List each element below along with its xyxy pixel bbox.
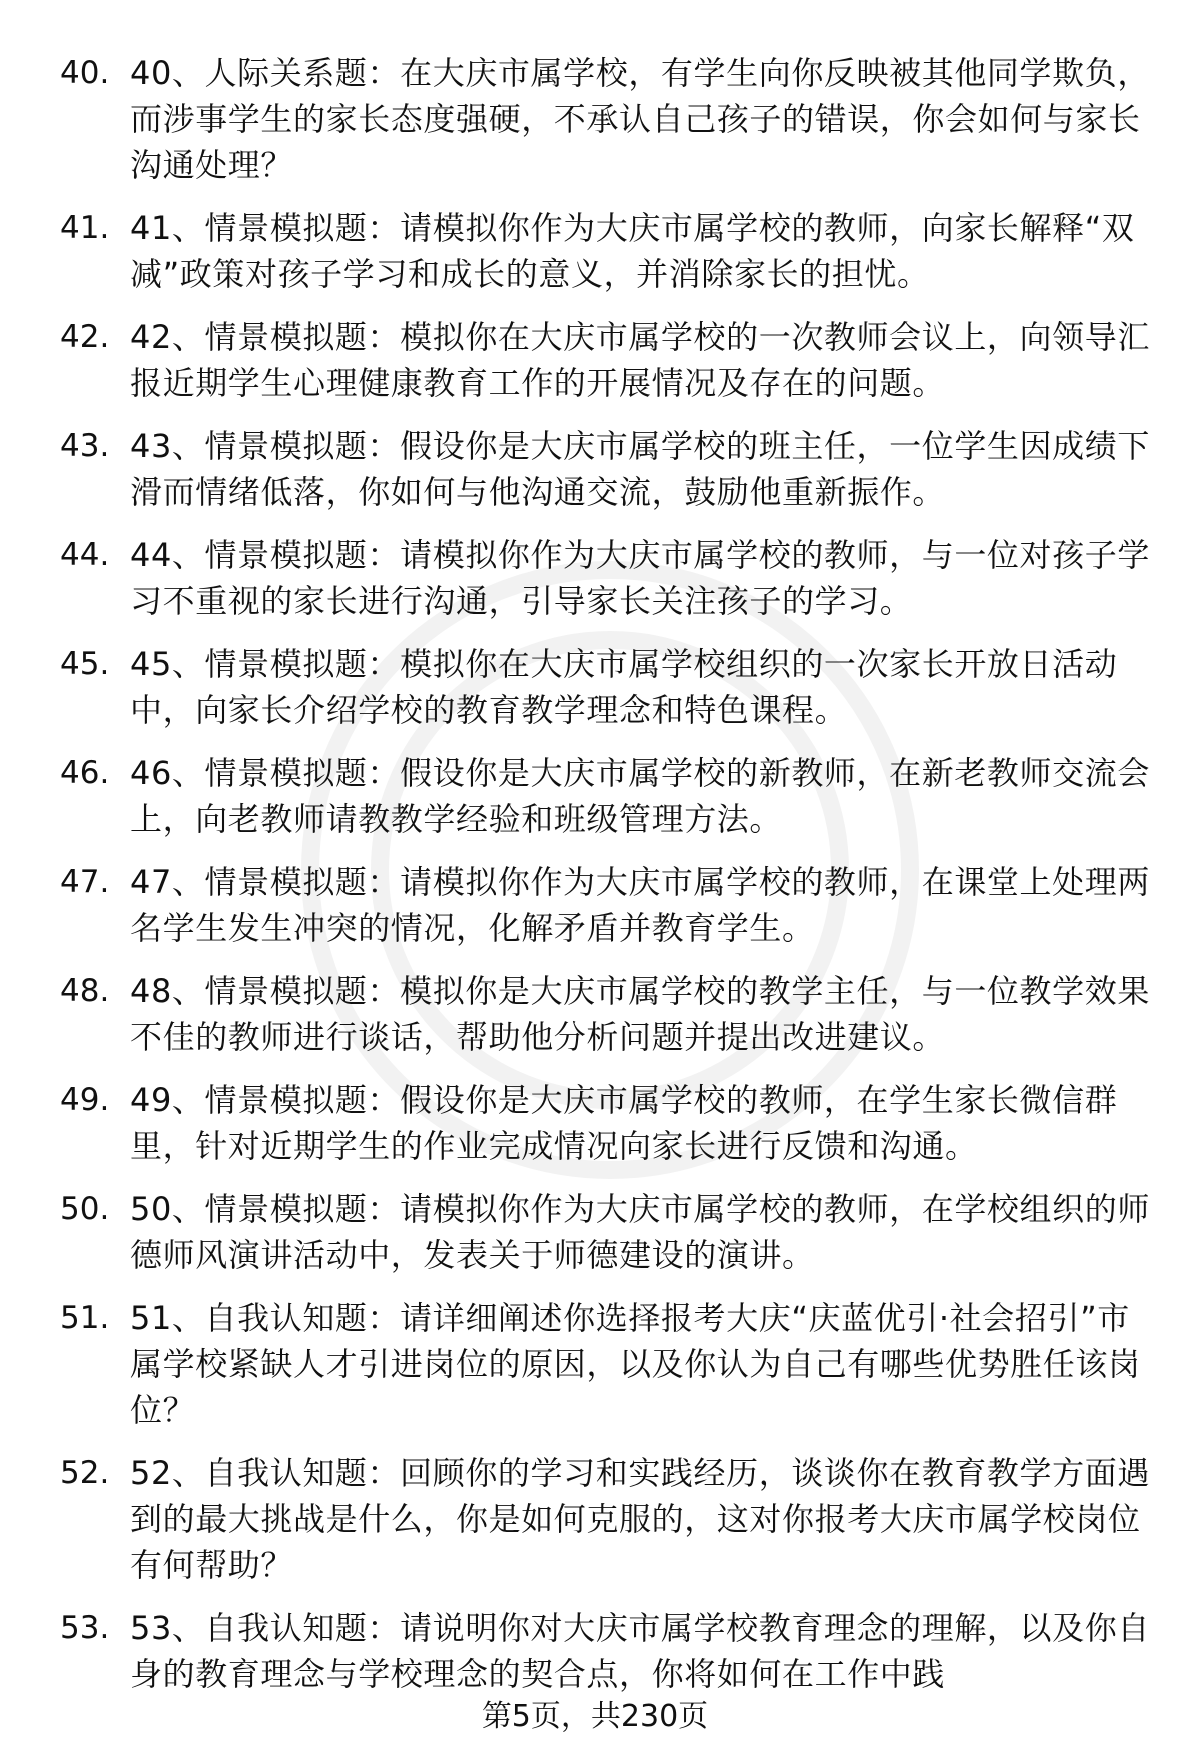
question-item <box>60 205 1150 297</box>
question-text: 40、人际关系题：在大庆市属学校，有学生向你反映被其他同学欺负，而涉事学生的家长态度强硬，不承认自己孩子的错误，你会如何与家长沟通处理？ <box>130 54 1150 184</box>
page-footer: 第5页，共230页 <box>481 1699 709 1734</box>
question-item <box>60 50 1150 188</box>
question-number: 44. <box>60 537 110 573</box>
question-item <box>60 1295 1150 1433</box>
question-number: 42. <box>60 319 110 355</box>
question-text: 42、情景模拟题：模拟你在大庆市属学校的一次教师会议上，向领导汇报近期学生心理健康教育工作的开展情况及存在的问题。 <box>130 318 1150 402</box>
question-text: 45、情景模拟题：模拟你在大庆市属学校组织的一次家长开放日活动中，向家长介绍学校的教育教学理念和特色课程。 <box>130 645 1118 729</box>
question-number: 50. <box>60 1191 110 1227</box>
question-item <box>60 1186 1150 1278</box>
question-text: 44、情景模拟题：请模拟你作为大庆市属学校的教师，与一位对孩子学习不重视的家长进行沟通，引导家长关注孩子的学习。 <box>130 536 1150 620</box>
question-number: 51. <box>60 1300 110 1336</box>
question-text: 52、自我认知题：回顾你的学习和实践经历，谈谈你在教育教学方面遇到的最大挑战是什么，你是如何克服的，这对你报考大庆市属学校岗位有何帮助？ <box>130 1454 1150 1584</box>
question-text: 51、自我认知题：请详细阐述你选择报考大庆“庆蓝优引·社会招引”市属学校紧缺人才引进岗位的原因，以及你认为自己有哪些优势胜任该岗位？ <box>130 1299 1141 1429</box>
question-text: 41、情景模拟题：请模拟你作为大庆市属学校的教师，向家长解释“双减”政策对孩子学习和成长的意义，并消除家长的担忧。 <box>130 209 1135 293</box>
question-number: 43. <box>60 428 110 464</box>
question-text: 43、情景模拟题：假设你是大庆市属学校的班主任，一位学生因成绩下滑而情绪低落，你如何与他沟通交流，鼓励他重新振作。 <box>130 427 1150 511</box>
question-text: 48、情景模拟题：模拟你是大庆市属学校的教学主任，与一位教学效果不佳的教师进行谈话，帮助他分析问题并提出改进建议。 <box>130 972 1150 1056</box>
question-text: 50、情景模拟题：请模拟你作为大庆市属学校的教师，在学校组织的师德师风演讲活动中，发表关于师德建设的演讲。 <box>130 1190 1150 1274</box>
question-text: 49、情景模拟题：假设你是大庆市属学校的教师，在学生家长微信群里，针对近期学生的作业完成情况向家长进行反馈和沟通。 <box>130 1081 1118 1165</box>
question-item <box>60 1450 1150 1588</box>
question-item <box>60 532 1150 624</box>
question-list <box>60 50 1150 1714</box>
question-number: 52. <box>60 1455 110 1491</box>
question-number: 47. <box>60 864 110 900</box>
question-number: 53. <box>60 1610 110 1646</box>
question-number: 41. <box>60 210 110 246</box>
question-text: 47、情景模拟题：请模拟你作为大庆市属学校的教师，在课堂上处理两名学生发生冲突的情况，化解矛盾并教育学生。 <box>130 863 1150 947</box>
question-item <box>60 314 1150 406</box>
question-item <box>60 750 1150 842</box>
question-number: 40. <box>60 55 110 91</box>
question-text: 53、自我认知题：请说明你对大庆市属学校教育理念的理解，以及你自身的教育理念与学校理念的契合点，你将如何在工作中践 <box>130 1609 1150 1693</box>
question-item <box>60 423 1150 515</box>
question-text: 46、情景模拟题：假设你是大庆市属学校的新教师，在新老教师交流会上，向老教师请教教学经验和班级管理方法。 <box>130 754 1150 838</box>
question-number: 49. <box>60 1082 110 1118</box>
question-item <box>60 1605 1150 1697</box>
question-number: 45. <box>60 646 110 682</box>
question-item <box>60 1077 1150 1169</box>
question-number: 46. <box>60 755 110 791</box>
question-number: 48. <box>60 973 110 1009</box>
question-item <box>60 859 1150 951</box>
question-item <box>60 641 1150 733</box>
question-item <box>60 968 1150 1060</box>
